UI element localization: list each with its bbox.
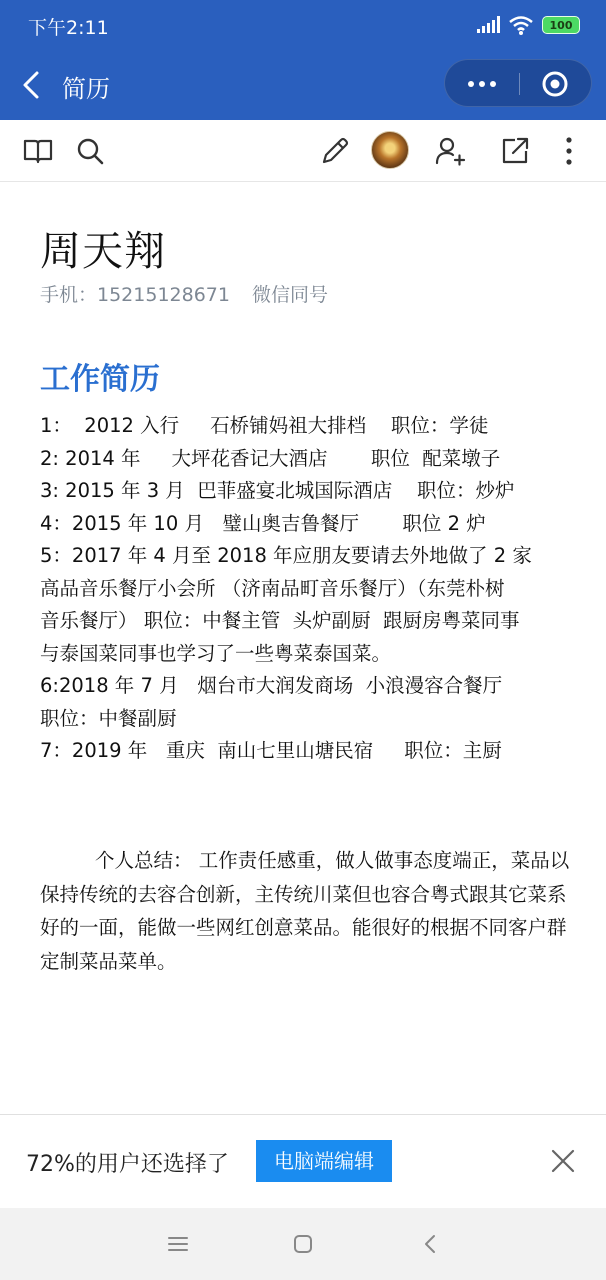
signal-icon	[477, 16, 500, 33]
home-icon[interactable]	[291, 1232, 315, 1256]
promo-text: 72%的用户还选择了	[26, 1152, 229, 1177]
work-entry: 4：2015 年 10 月 璧山奥吉鲁餐厅 职位 2 炉	[40, 511, 486, 535]
pencil-icon[interactable]	[318, 134, 352, 168]
work-entry: 音乐餐厅） 职位：中餐主管 头炉副厨 跟厨房粤菜同事	[40, 609, 520, 632]
back-icon[interactable]	[20, 70, 44, 100]
battery-icon: 100	[542, 16, 580, 34]
nav-back-icon[interactable]	[419, 1232, 443, 1256]
book-icon[interactable]	[21, 134, 55, 168]
work-entry: 3: 2015 年 3 月 巴菲盛宴北城国际酒店 职位：炒炉	[40, 479, 515, 502]
nav-bar	[0, 50, 606, 120]
target-icon[interactable]	[541, 70, 569, 98]
more-icon[interactable]	[445, 60, 519, 108]
capsule-divider	[519, 73, 520, 95]
desktop-edit-button[interactable]: 电脑端编辑	[256, 1140, 392, 1182]
share-icon[interactable]	[498, 134, 532, 168]
contact-line	[40, 280, 328, 307]
work-entry: 6:2018 年 7 月 烟台市大润发商场 小浪漫容合餐厅	[40, 674, 503, 697]
personal-summary: 个人总结： 工作责任感重，做人做事态度端正，菜品以保持传统的去容合创新，主传统川菜但也容合粤式跟其它菜系好的一面，能做一些网红创意菜品。能很好的根据不同客户群定制菜品菜单。	[40, 849, 570, 973]
resume-name: 周天翔	[40, 227, 166, 275]
work-history	[40, 410, 572, 768]
work-entry: 5：2017 年 4 月至 2018 年应朋友要请去外地做了 2 家	[40, 544, 532, 567]
work-entry: 职位：中餐副厨	[40, 706, 177, 730]
work-entry: 与泰国菜同事也学习了一些粤菜泰国菜。	[40, 641, 392, 665]
status-time: 下午2:11	[28, 17, 109, 39]
avatar[interactable]	[371, 131, 409, 169]
system-nav-bar	[0, 1208, 606, 1280]
section-title: 工作简历	[40, 362, 160, 397]
page-title: 简历	[62, 75, 110, 103]
resume-document	[0, 182, 606, 1114]
work-entry: 1： 2012 入行 石桥铺妈祖大排档 职位：学徒	[40, 414, 489, 437]
vertical-more-icon[interactable]	[552, 134, 586, 168]
work-entry: 2: 2014 年 大坪花香记大酒店 职位 配菜墩子	[40, 446, 501, 470]
status-bar	[0, 0, 606, 50]
doc-toolbar	[0, 120, 606, 182]
work-entry: 7：2019 年 重庆 南山七里山塘民宿 职位：主厨	[40, 739, 502, 762]
miniprogram-capsule	[444, 59, 592, 107]
close-icon[interactable]	[549, 1147, 577, 1175]
promo-banner	[0, 1114, 606, 1208]
menu-icon[interactable]	[166, 1232, 190, 1256]
search-icon[interactable]	[73, 134, 107, 168]
add-user-icon[interactable]	[433, 134, 467, 168]
wifi-icon	[508, 14, 534, 36]
work-entry: 高品音乐餐厅小会所 （济南品町音乐餐厅）（东莞朴树	[40, 576, 505, 600]
phone-number: 手机：15215128671	[40, 284, 230, 306]
wechat-note: 微信同号	[251, 284, 328, 306]
